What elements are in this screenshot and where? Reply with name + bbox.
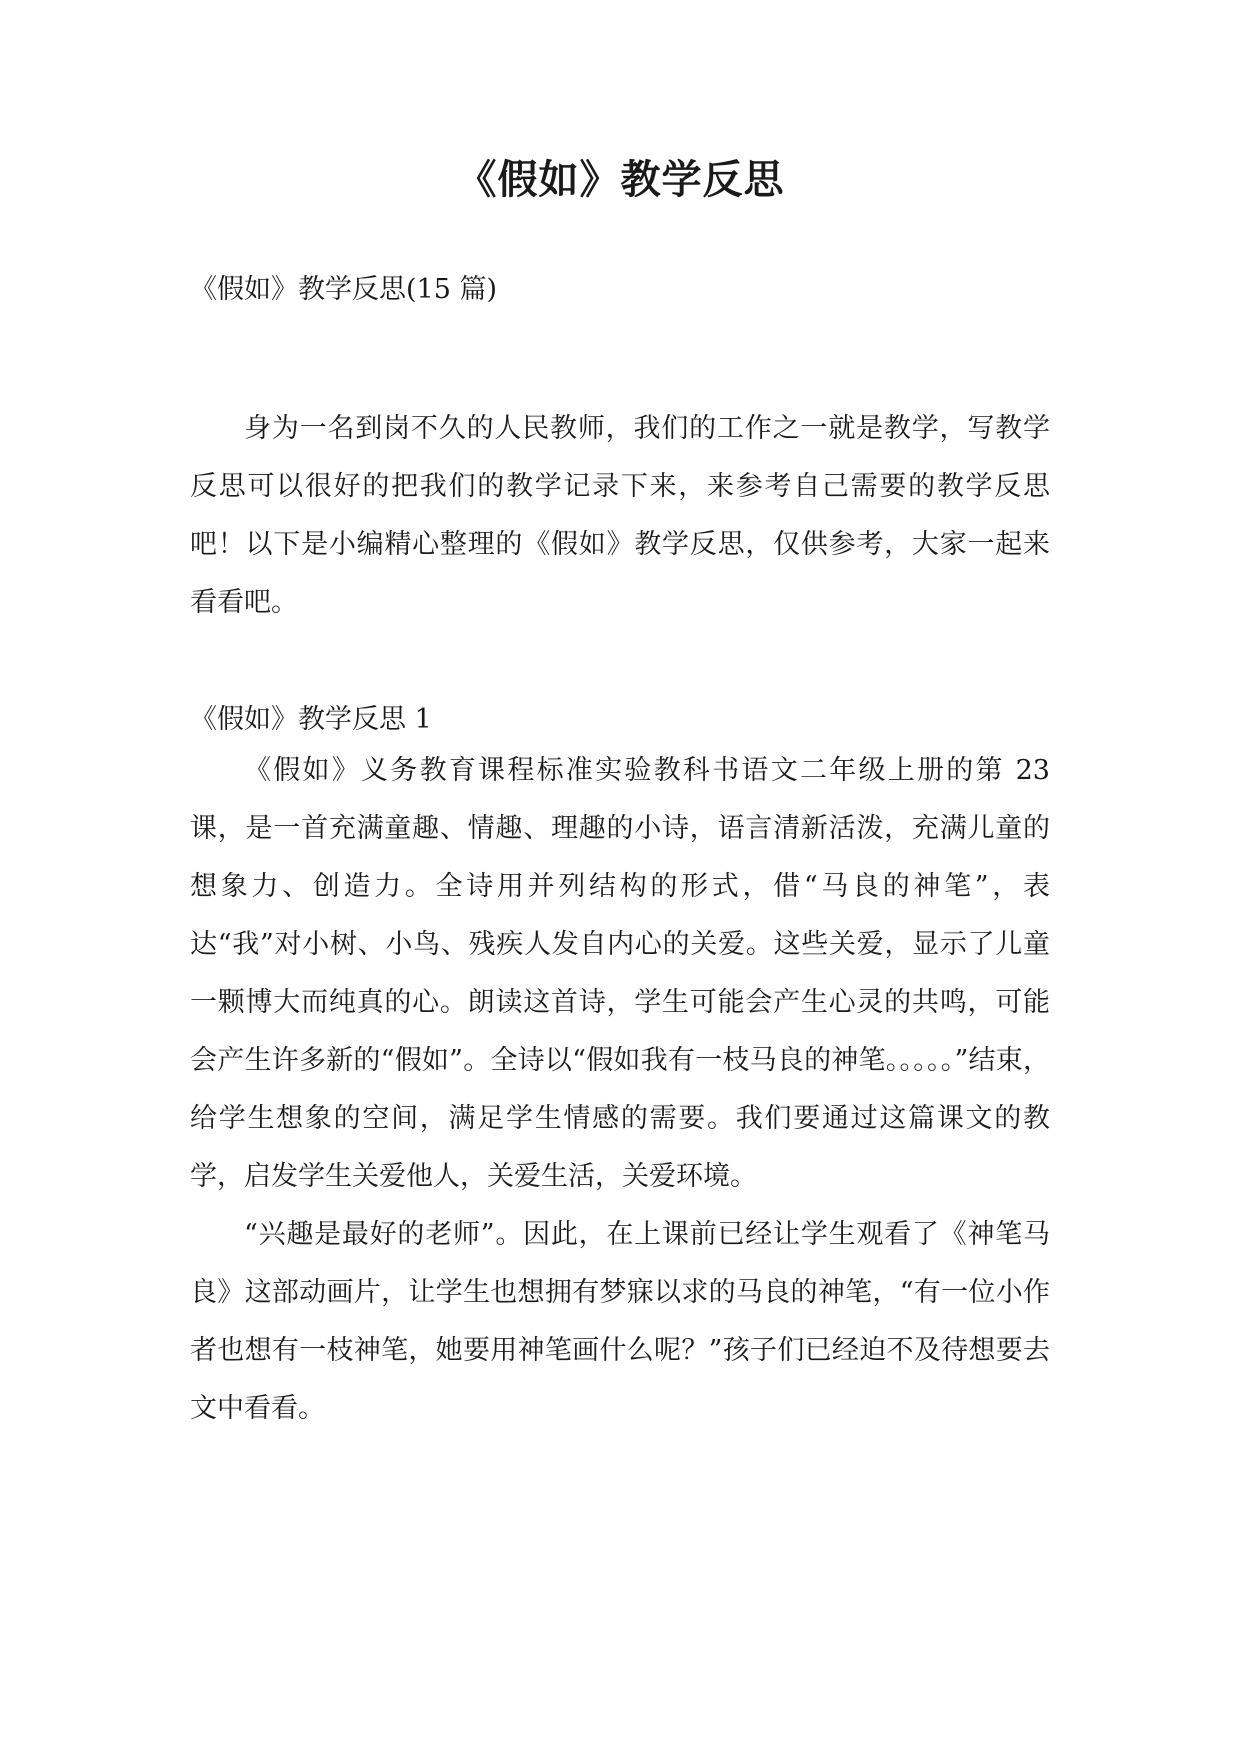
document-title: 《假如》教学反思 (456, 157, 785, 203)
section-heading: 《假如》教学反思 1 (190, 704, 432, 735)
document-subtitle: 《假如》教学反思(15 篇) (190, 274, 498, 305)
intro-section (190, 400, 1050, 632)
body-paragraph: “兴趣是最好的老师”。因此，在上课前已经让学生观看了《神笔马良》这部动画片，让学生也想拥有梦寐以求的马良的神笔，“有一位小作者也想有一枝神笔，她要用神笔画什么呢？”孩子们已经迫不及待想要去文中看看。 (190, 1219, 1050, 1424)
section-body (190, 742, 1050, 1438)
intro-paragraph: 身为一名到岗不久的人民教师，我们的工作之一就是教学，写教学反思可以很好的把我们的教学记录下来，来参考自己需要的教学反思吧！以下是小编精心整理的《假如》教学反思，仅供参考，大家一起来看看吧。 (190, 413, 1050, 618)
body-paragraph: 《假如》义务教育课程标准实验教科书语文二年级上册的第 23 课，是一首充满童趣、情趣、理趣的小诗，语言清新活泼，充满儿童的想象力、创造力。全诗用并列结构的形式，借“马良的神笔”，表达“我”对小树、小鸟、残疾人发自内心的关爱。这些关爱，显示了儿童一颗博大而纯真的心。朗读这首诗，学生可能会产生心灵的共鸣，可能会产生许多新的“假如”。全诗以“假如我有一枝马良的神笔。。。。。”结束，给学生想象的空间，满足学生情感的需要。我们要通过这篇课文的教学，启发学生关爱他人，关爱生活，关爱环境。 (190, 755, 1050, 1192)
